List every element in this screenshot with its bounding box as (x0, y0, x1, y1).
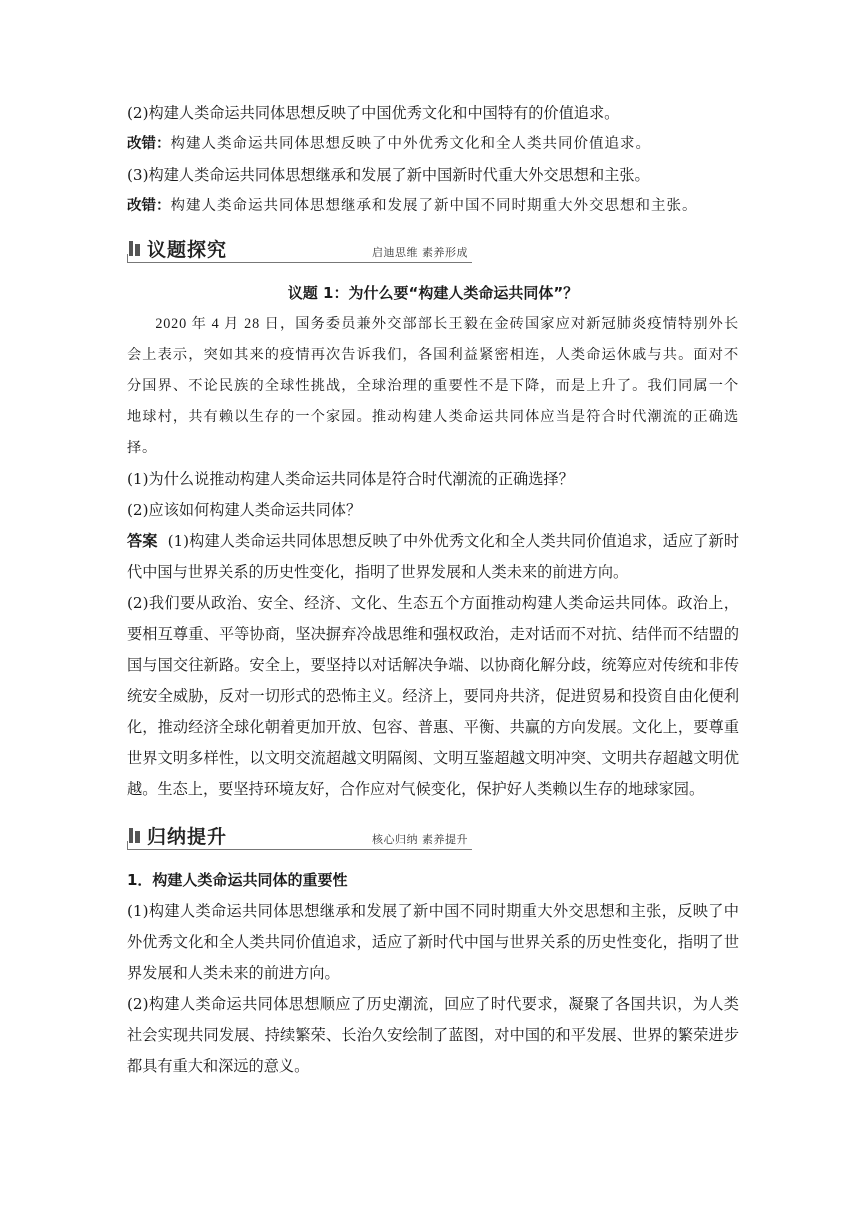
question-1: (1)为什么说推动构建人类命运共同体是符合时代潮流的正确选择？ (127, 470, 574, 488)
answer-1-text: (1)构建人类命运共同体思想反映了中外优秀文化和全人类共同价值追求，适应了新时代中国与世界关系的历史性变化，指明了世界发展和人类未来的前进方向。 (127, 532, 740, 581)
section-rule (127, 849, 472, 850)
topic-material: 2020 年 4 月 28 日，国务委员兼外交部部长王毅在金砖国家应对新冠肺炎疫情特别外长会上表示，突如其来的疫情再次告诉我们，各国利益紧密相连，人类命运休戚与共。面对不分国界、不论民族的全球性挑战，全球治理的重要性不是下降，而是上升了。我们同属一个地球村，共有赖以生存的一个家园。推动构建人类命运共同体应当是符合时代潮流的正确选择。 (127, 316, 739, 456)
topic-title: 议题 1：为什么要“构建人类命运共同体”？ (287, 284, 579, 302)
section-rule (127, 262, 472, 263)
answer-1 (127, 526, 739, 588)
correction-statement-3: (3)构建人类命运共同体思想继承和发展了新中国新时代重大外交思想和主张。 (127, 166, 650, 184)
section-marker-icon (129, 241, 140, 256)
section-rule-tick (127, 254, 128, 263)
question-2: (2)应该如何构建人类命运共同体？ (127, 501, 362, 519)
section-header-explore (127, 236, 472, 266)
correction-statement-2: (2)构建人类命运共同体思想反映了中国优秀文化和中国特有的价值追求。 (127, 104, 620, 122)
page-content (127, 98, 739, 1082)
fix-text: 构建人类命运共同体思想继承和发展了新中国不同时期重大外交思想和主张。 (170, 198, 698, 214)
correction-fix-3 (127, 191, 739, 222)
summary-para-2: (2)构建人类命运共同体思想顺应了历史潮流，回应了时代要求，凝聚了各国共识，为人类社会实现共同发展、持续繁荣、长治久安绘制了蓝图，对中国的和平发展、世界的繁荣进步都具有重大和深远的意义。 (127, 995, 739, 1075)
section-subtitle: 核心归纳 素养提升 (372, 833, 468, 846)
fix-text: 构建人类命运共同体思想反映了中外优秀文化和全人类共同价值追求。 (170, 136, 651, 152)
section-title: 归纳提升 (147, 826, 228, 848)
answer-2: (2)我们要从政治、安全、经济、文化、生态五个方面推动构建人类命运共同体。政治上，要相互尊重、平等协商，坚决摒弃冷战思维和强权政治，走对话而不对抗、结伴而不结盟的国与国交往新路。安全上，要坚持以对话解决争端、以协商化解分歧，统筹应对传统和非传统安全威胁，反对一切形式的恐怖主义。经济上，要同舟共济，促进贸易和投资自由化便利化，推动经济全球化朝着更加开放、包容、普惠、平衡、共赢的方向发展。文化上，要尊重世界文明多样性，以文明交流超越文明隔阂、文明互鉴超越文明冲突、文明共存超越文明优越。生态上，要坚持环境友好，合作应对气候变化，保护好人类赖以生存的地球家园。 (127, 594, 739, 798)
section-title: 议题探究 (147, 239, 228, 261)
fix-label: 改错： (127, 136, 171, 152)
section-marker-icon (129, 828, 140, 843)
summary-point-title: 1．构建人类命运共同体的重要性 (127, 871, 348, 889)
section-subtitle: 启迪思维 素养形成 (372, 246, 468, 259)
section-rule-tick (127, 841, 128, 850)
section-header-summary (127, 823, 472, 853)
fix-label: 改错： (127, 198, 171, 214)
summary-para-1: (1)构建人类命运共同体思想继承和发展了新中国不同时期重大外交思想和主张，反映了中外优秀文化和全人类共同价值追求，适应了新时代中国与世界关系的历史性变化，指明了世界发展和人类未来的前进方向。 (127, 902, 739, 982)
answer-label: 答案 (127, 532, 158, 550)
correction-fix-2 (127, 129, 739, 160)
